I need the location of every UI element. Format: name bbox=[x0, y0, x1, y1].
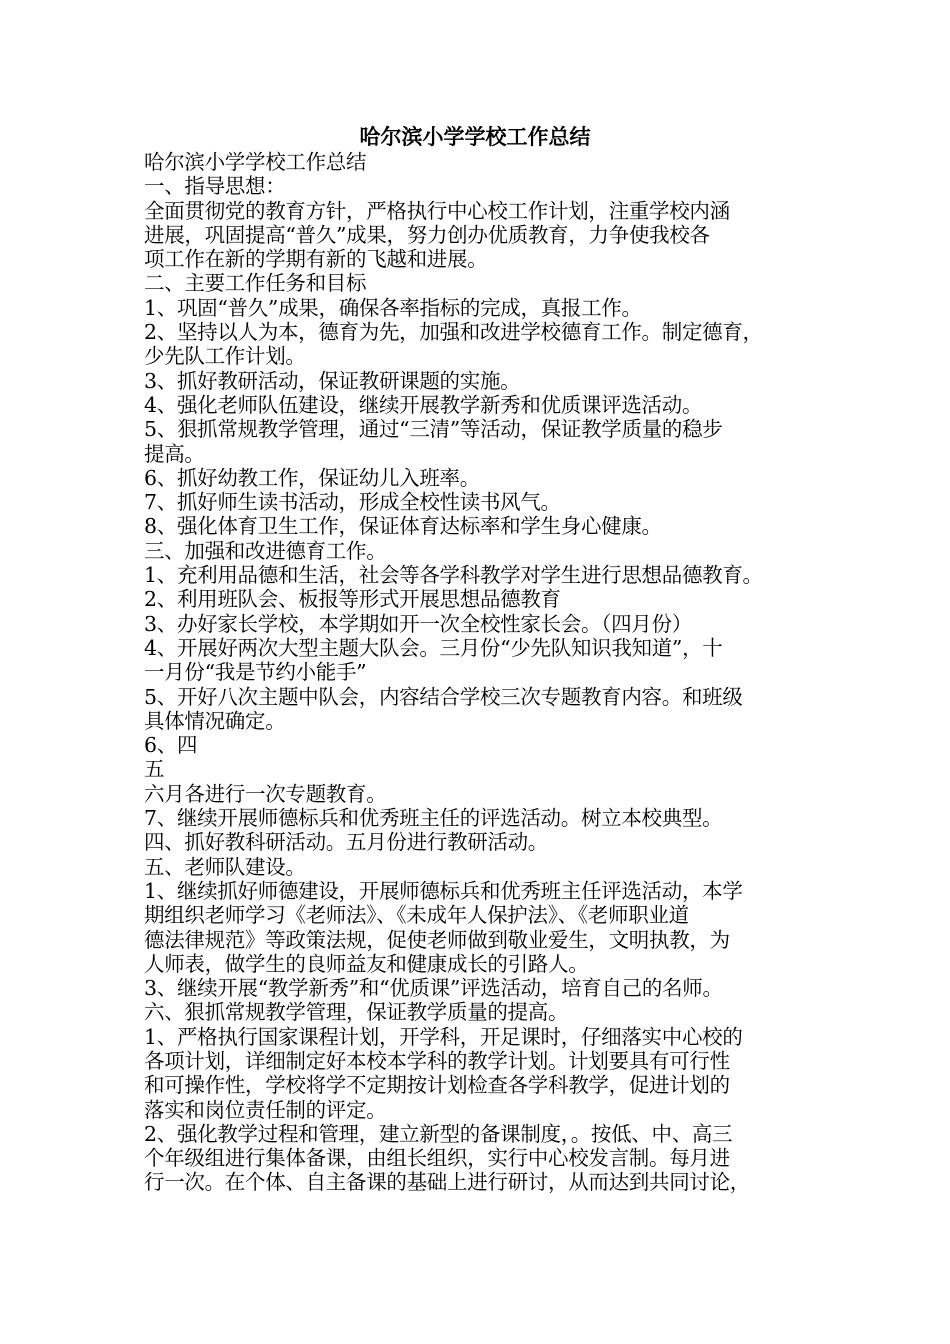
body-line: 六月各进行一次专题教育。 bbox=[144, 781, 387, 806]
list-item: 3、办好家长学校，本学期如开一次全校性家长会。（四月份） bbox=[144, 611, 692, 636]
body-line: 少先队工作计划。 bbox=[144, 344, 306, 369]
list-item: 1、巩固“普久”成果，确保各率指标的完成，真报工作。 bbox=[144, 295, 642, 320]
document-title: 哈尔滨小学学校工作总结 bbox=[359, 124, 591, 149]
list-item: 5、开好八次主题中队会，内容结合学校三次专题教育内容。和班级 bbox=[144, 684, 743, 709]
body-line: 德法律规范》等政策法规，促使老师做到敬业爱生，文明执教，为 bbox=[144, 927, 730, 952]
body-line: 项工作在新的学期有新的飞越和进展。 bbox=[144, 247, 488, 272]
list-item: 2、强化教学过程和管理，建立新型的备课制度，。按低、中、高三 bbox=[144, 1121, 733, 1146]
list-item: 8、强化体育卫生工作，保证体育达标率和学生身心健康。 bbox=[144, 514, 662, 539]
list-item: 3、抓好教研活动，保证教研课题的实施。 bbox=[144, 368, 521, 393]
section-heading: 四、抓好教科研活动。五月份进行教研活动。 bbox=[144, 830, 548, 855]
list-item: 4、强化老师队伍建设，继续开展教学新秀和优质课评选活动。 bbox=[144, 392, 703, 417]
list-item: 1、充利用品德和生活，社会等各学科教学对学生进行思想品德教育。 bbox=[144, 563, 763, 588]
section-heading: 五、老师队建设。 bbox=[144, 854, 306, 879]
document-body bbox=[144, 150, 824, 1195]
body-line: 期组织老师学习《老师法》、《未成年人保护法》、《老师职业道 bbox=[144, 903, 689, 928]
list-item: 1、严格执行国家课程计划，开学科，开足课时，仔细落实中心校的 bbox=[144, 1024, 743, 1049]
body-line: 各项计划，详细制定好本校本学科的教学计划。计划要具有可行性 bbox=[144, 1048, 730, 1073]
list-item: 6、四 bbox=[144, 733, 198, 758]
body-line: 人师表，做学生的良师益友和健康成长的引路人。 bbox=[144, 951, 589, 976]
body-line: 行一次。在个体、自主备课的基础上进行研讨，从而达到共同讨论， bbox=[144, 1170, 750, 1195]
list-item: 5、狠抓常规教学管理，通过“三清”等活动，保证教学质量的稳步 bbox=[144, 417, 723, 442]
list-item: 7、继续开展师德标兵和优秀班主任的评选活动。树立本校典型。 bbox=[144, 806, 723, 831]
body-line: 全面贯彻党的教育方针，严格执行中心校工作计划，注重学校内涵 bbox=[144, 198, 730, 223]
list-item: 3、继续开展“教学新秀”和“优质课”评选活动，培育自己的名师。 bbox=[144, 976, 723, 1001]
body-line: 五 bbox=[144, 757, 165, 782]
section-heading: 三、加强和改进德育工作。 bbox=[144, 538, 387, 563]
body-line: 和可操作性，学校将学不定期按计划检查各学科教学，促进计划的 bbox=[144, 1073, 730, 1098]
section-heading: 二、主要工作任务和目标 bbox=[144, 271, 367, 296]
body-line: 具体情况确定。 bbox=[144, 708, 286, 733]
section-heading: 六、狠抓常规教学管理，保证教学质量的提高。 bbox=[144, 1000, 569, 1025]
body-line: 个年级组进行集体备课，由组长组织，实行中心校发言制。每月进 bbox=[144, 1146, 730, 1171]
body-line: 哈尔滨小学学校工作总结 bbox=[144, 150, 367, 174]
list-item: 1、继续抓好师德建设，开展师德标兵和优秀班主任评选活动，本学 bbox=[144, 878, 743, 903]
list-item: 4、开展好两次大型主题大队会。三月份“少先队知识我知道”，十 bbox=[144, 635, 723, 660]
list-item: 2、利用班队会、板报等形式开展思想品德教育 bbox=[144, 587, 561, 612]
list-item: 2、坚持以人为本，德育为先，加强和改进学校德育工作。制定德育， bbox=[144, 320, 763, 345]
body-line: 落实和岗位责任制的评定。 bbox=[144, 1097, 387, 1122]
list-item: 6、抓好幼教工作，保证幼儿入班率。 bbox=[144, 465, 480, 490]
body-line: 一月份“我是节约小能手” bbox=[144, 660, 367, 685]
body-line: 进展，巩固提高“普久”成果，努力创办优质教育，力争使我校各 bbox=[144, 222, 710, 247]
body-line: 提高。 bbox=[144, 441, 205, 466]
section-heading: 一、指导思想： bbox=[144, 174, 286, 199]
list-item: 7、抓好师生读书活动，形成全校性读书风气。 bbox=[144, 490, 561, 515]
